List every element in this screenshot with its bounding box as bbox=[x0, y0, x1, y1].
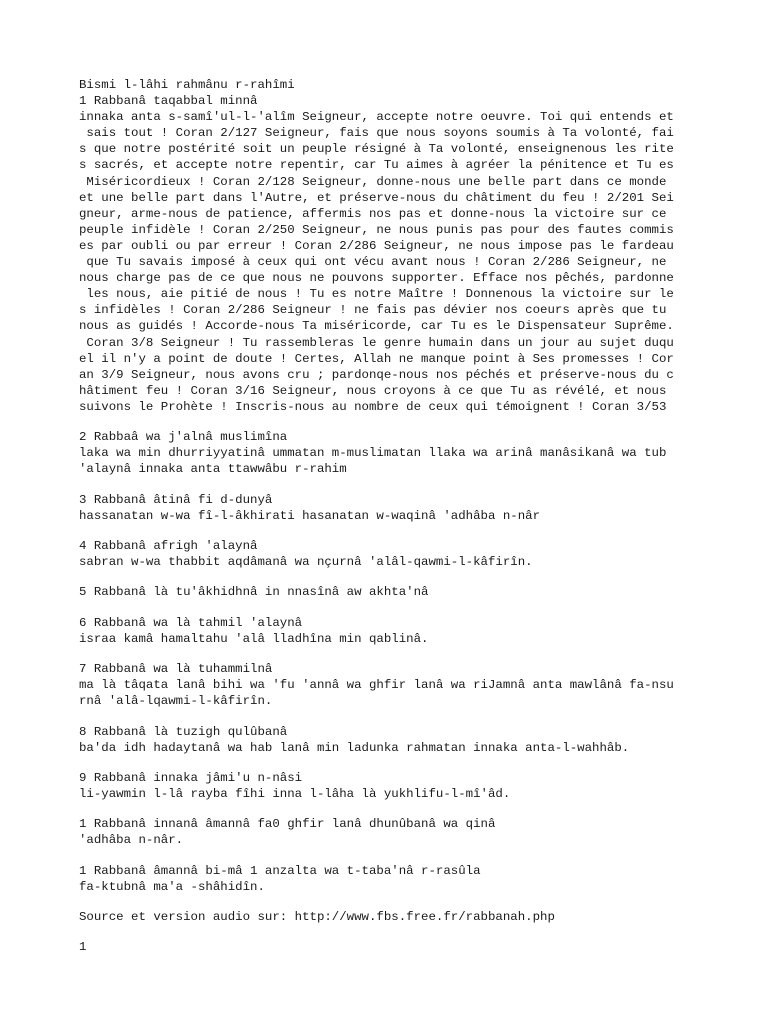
text-line: 3 Rabbanâ âtinâ fi d-dunyâ bbox=[79, 492, 273, 507]
paragraph bbox=[79, 816, 699, 848]
text-line: hassanatan w-wa fî-l-âkhirati hasanatan w-waqinâ 'adhâba n-nâr bbox=[79, 508, 541, 523]
text-line: les nous, aie pitié de nous ! Tu es notre Maître ! Donnenous la victoire sur le bbox=[79, 287, 674, 302]
text-line: an 3/9 Seigneur, nous avons cru ; pardonqe-nous nos péchés et préserve-nous du c bbox=[79, 367, 674, 382]
text-line: 8 Rabbanâ là tuzigh qulûbanâ bbox=[79, 724, 288, 739]
text-line: Miséricordieux ! Coran 2/128 Seigneur, donne-nous une belle part dans ce monde bbox=[79, 174, 667, 189]
paragraph bbox=[79, 724, 699, 756]
paragraph-spacer bbox=[79, 709, 699, 723]
text-line: 'alaynâ innaka anta ttawwâbu r-rahim bbox=[79, 462, 347, 477]
text-line: nous charge pas de ce que nous ne pouvons supporter. Efface nos pêchés, pardonne bbox=[79, 271, 674, 286]
paragraph-spacer bbox=[79, 802, 699, 816]
paragraph-spacer bbox=[79, 925, 699, 939]
text-line: 1 Rabbanâ taqabbal minnâ bbox=[79, 94, 258, 109]
paragraph-spacer bbox=[79, 647, 699, 661]
text-line: Coran 3/8 Seigneur ! Tu rassembleras le genre humain dans un jour au sujet duqu bbox=[79, 335, 674, 350]
paragraph bbox=[79, 492, 699, 524]
paragraph bbox=[79, 939, 699, 955]
text-line: Bismi l-lâhi rahmânu r-rahîmi bbox=[79, 78, 295, 92]
paragraph bbox=[79, 615, 699, 647]
text-line: 4 Rabbanâ afrigh 'alaynâ bbox=[79, 539, 258, 553]
text-line: 6 Rabbanâ wa là tahmil 'alaynâ bbox=[79, 615, 303, 630]
paragraph bbox=[79, 661, 699, 709]
document-text bbox=[79, 77, 699, 955]
text-line: 1 Rabbanâ innanâ âmannâ fa0 ghfir lanâ dhunûbanâ wa qinâ bbox=[79, 817, 496, 832]
paragraph bbox=[79, 77, 699, 415]
text-line: Source et version audio sur: http://www.fbs.free.fr/rabbanah.php bbox=[79, 910, 555, 924]
paragraph bbox=[79, 584, 699, 600]
text-line: 5 Rabbanâ là tu'âkhidhnâ in nnasînâ aw akhta'nâ bbox=[79, 585, 429, 600]
paragraph-spacer bbox=[79, 477, 699, 491]
paragraph bbox=[79, 770, 699, 802]
paragraph bbox=[79, 429, 699, 477]
text-line: suivons le Prohète ! Inscris-nous au nombre de ceux qui témoignent ! Coran 3/53 bbox=[79, 399, 667, 414]
text-line: peuple infidèle ! Coran 2/250 Seigneur, ne nous punis pas pour des fautes commis bbox=[79, 222, 674, 237]
text-line: s que notre postérité soit un peuple résigné à Ta volonté, enseignenous les rite bbox=[79, 142, 674, 157]
text-line: li-yawmin l-lâ rayba fîhi inna l-lâha là yukhlifu-l-mî'âd. bbox=[79, 786, 511, 801]
text-line: el il n'y a point de doute ! Certes, Allah ne manque point à Ses promesses ! Cor bbox=[79, 351, 674, 366]
paragraph bbox=[79, 909, 699, 925]
text-line: ba'da idh hadaytanâ wa hab lanâ min ladunka rahmatan innaka anta-l-wahhâb. bbox=[79, 740, 630, 755]
text-line: 'adhâba n-nâr. bbox=[79, 833, 184, 848]
text-line: ma là tâqata lanâ bihi wa 'fu 'annâ wa ghfir lanâ wa riJamnâ anta mawlânâ fa-nsu bbox=[79, 678, 674, 693]
text-line: s sacrés, et accepte notre repentir, car Tu aimes à agréer la pénitence et Tu es bbox=[79, 158, 674, 173]
text-line: laka wa min dhurriyyatinâ ummatan m-muslimatan llaka wa arinâ manâsikanâ wa tub bbox=[79, 446, 667, 461]
text-line: 1 bbox=[79, 940, 87, 955]
paragraph-spacer bbox=[79, 848, 699, 862]
paragraph bbox=[79, 863, 699, 895]
text-line: 1 Rabbanâ âmannâ bi-mâ 1 anzalta wa t-taba'nâ r-rasûla bbox=[79, 863, 481, 878]
text-line: fa-ktubnâ ma'a -shâhidîn. bbox=[79, 879, 265, 894]
text-line: 9 Rabbanâ innaka jâmi'u n-nâsi bbox=[79, 770, 303, 785]
paragraph-spacer bbox=[79, 756, 699, 770]
text-line: israa kamâ hamaltahu 'alâ lladhîna min qablinâ. bbox=[79, 631, 429, 646]
paragraph-spacer bbox=[79, 570, 699, 584]
text-line: sais tout ! Coran 2/127 Seigneur, fais que nous soyons soumis à Ta volonté, fai bbox=[79, 126, 674, 141]
text-line: innaka anta s-samî'ul-l-'alîm Seigneur, accepte notre oeuvre. Toi qui entends et bbox=[79, 110, 674, 125]
text-line: nous as guidés ! Accorde-nous Ta miséricorde, car Tu es le Dispensateur Suprême. bbox=[79, 319, 674, 334]
text-line: hâtiment feu ! Coran 3/16 Seigneur, nous croyons à ce que Tu as révélé, et nous bbox=[79, 383, 667, 398]
text-line: et une belle part dans l'Autre, et préserve-nous du châtiment du feu ! 2/201 Sei bbox=[79, 190, 674, 205]
text-line: rnâ 'alâ-lqawmi-l-kâfirîn. bbox=[79, 694, 273, 709]
text-line: 7 Rabbanâ wa là tuhammilnâ bbox=[79, 662, 273, 677]
text-line: sabran w-wa thabbit aqdâmanâ wa nçurnâ 'alâl-qawmi-l-kâfirîn. bbox=[79, 555, 533, 570]
text-line: 2 Rabbaâ wa j'alnâ muslimîna bbox=[79, 430, 288, 445]
paragraph bbox=[79, 538, 699, 570]
paragraph-spacer bbox=[79, 895, 699, 909]
text-line: s infidèles ! Coran 2/286 Seigneur ! ne fais pas dévier nos coeurs après que tu bbox=[79, 303, 667, 318]
text-line: es par oubli ou par erreur ! Coran 2/286 Seigneur, ne nous impose pas le fardeau bbox=[79, 238, 674, 253]
paragraph-spacer bbox=[79, 600, 699, 614]
paragraph-spacer bbox=[79, 415, 699, 429]
text-line: gneur, arme-nous de patience, affermis nos pas et donne-nous la victoire sur ce bbox=[79, 206, 667, 221]
paragraph-spacer bbox=[79, 524, 699, 538]
text-line: que Tu savais imposé à ceux qui ont vécu avant nous ! Coran 2/286 Seigneur, ne bbox=[79, 255, 667, 270]
